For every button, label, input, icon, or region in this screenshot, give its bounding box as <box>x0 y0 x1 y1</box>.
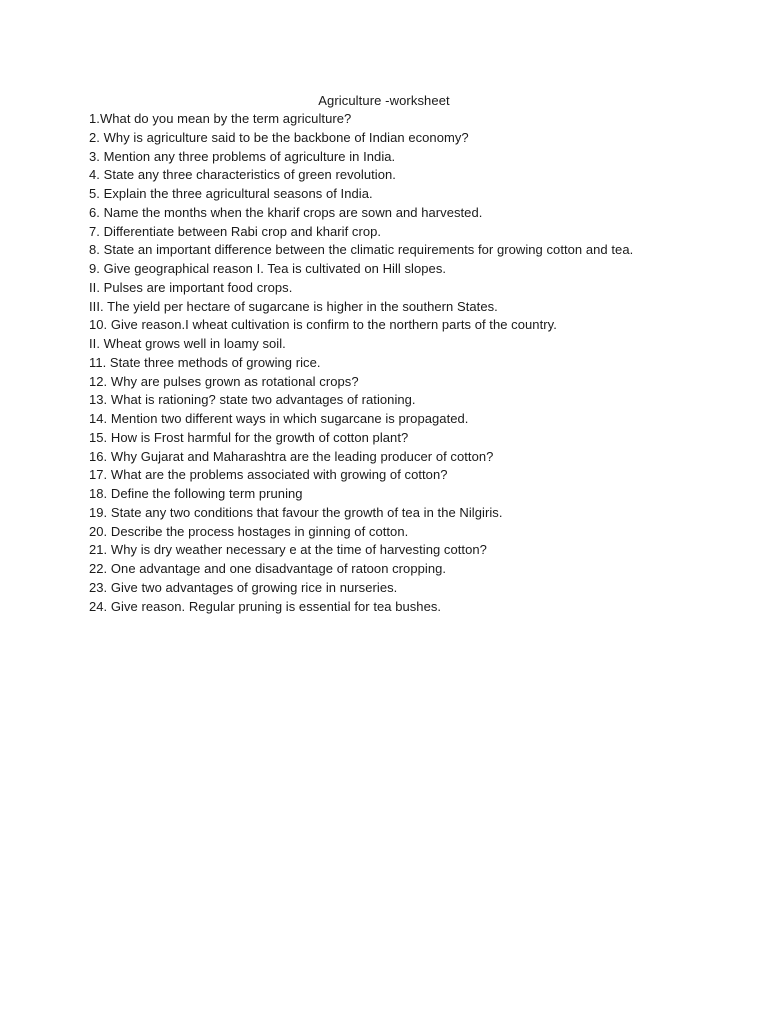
question-line: 3. Mention any three problems of agriculture in India. <box>89 148 396 164</box>
question-line: 6. Name the months when the kharif crops are sown and harvested. <box>89 204 483 220</box>
question-line: 18. Define the following term pruning <box>89 486 303 501</box>
question-line: 21. Why is dry weather necessary e at the time of harvesting cotton? <box>89 542 487 558</box>
question-line: 10. Give reason.I wheat cultivation is confirm to the northern parts of the country. <box>89 317 557 333</box>
question-list <box>89 110 749 616</box>
question-line: 11. State three methods of growing rice. <box>89 354 321 370</box>
question-line: 2. Why is agriculture said to be the backbone of Indian economy? <box>89 129 469 145</box>
question-line: 22. One advantage and one disadvantage of ratoon cropping. <box>89 561 447 576</box>
question-line: 9. Give geographical reason I. Tea is cultivated on Hill slopes. <box>89 261 447 276</box>
question-line: 20. Describe the process hostages in ginning of cotton. <box>89 523 409 539</box>
question-line: 17. What are the problems associated with growing of cotton? <box>89 467 448 483</box>
question-line: 16. Why Gujarat and Maharashtra are the leading producer of cotton? <box>89 448 494 464</box>
question-line: 5. Explain the three agricultural seasons of India. <box>89 186 373 201</box>
question-line: II. Wheat grows well in loamy soil. <box>89 336 286 351</box>
question-line: 8. State an important difference between the climatic requirements for growing cotton and tea. <box>89 242 634 258</box>
question-line: II. Pulses are important food crops. <box>89 279 293 295</box>
question-line: 14. Mention two different ways in which sugarcane is propagated. <box>89 411 469 426</box>
question-line: 12. Why are pulses grown as rotational crops? <box>89 373 359 389</box>
question-line: 24. Give reason. Regular pruning is essential for tea bushes. <box>89 598 442 614</box>
question-line: 15. How is Frost harmful for the growth of cotton plant? <box>89 429 409 445</box>
worksheet-title: Agriculture -worksheet <box>318 93 450 108</box>
question-line: 13. What is rationing? state two advantages of rationing. <box>89 392 416 408</box>
question-line: 1.What do you mean by the term agriculture? <box>89 111 352 126</box>
question-line: III. The yield per hectare of sugarcane is higher in the southern States. <box>89 298 498 314</box>
question-line: 19. State any two conditions that favour the growth of tea in the Nilgiris. <box>89 504 503 520</box>
question-line: 4. State any three characteristics of green revolution. <box>89 167 396 183</box>
question-line: 7. Differentiate between Rabi crop and kharif crop. <box>89 223 382 239</box>
question-line: 23. Give two advantages of growing rice in nurseries. <box>89 579 398 595</box>
